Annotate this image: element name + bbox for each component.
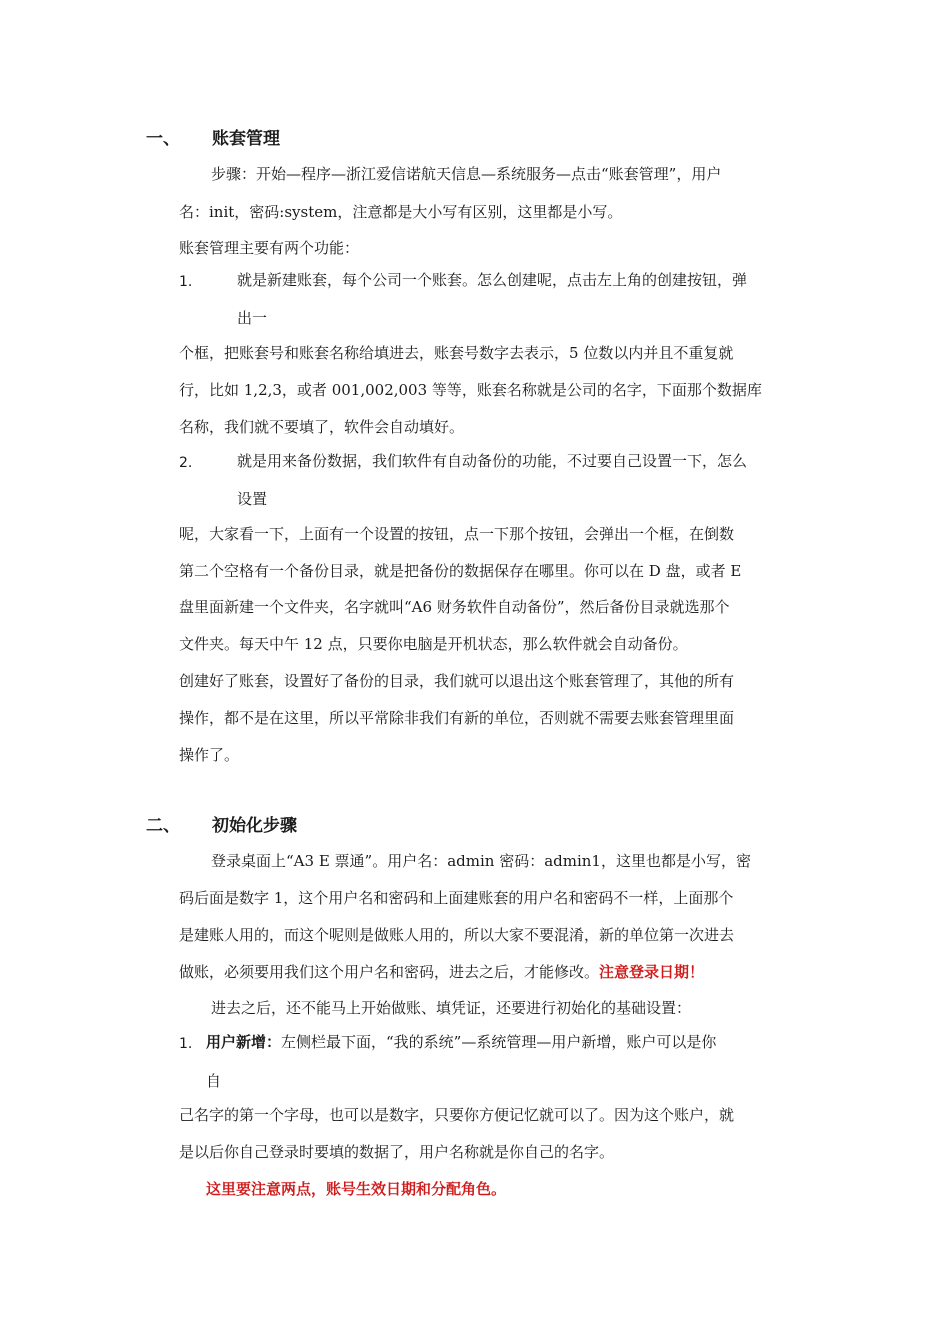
- section1-para3-line1: 创建好了账套，设置好了备份的目录，我们就可以退出这个账套管理了，其他的所有: [179, 672, 735, 690]
- section1-item2-line5: 盘里面新建一个文件夹，名字就叫“A6 财务软件自动备份”，然后备份目录就选那个: [179, 598, 730, 616]
- section1-para1-line2: 名：init，密码:system，注意都是大小写有区别，这里都是小写。: [179, 203, 623, 221]
- section1-item2-number: 2.: [179, 455, 193, 471]
- section1-item2-line3: 呢，大家看一下，上面有一个设置的按钮，点一下那个按钮，会弹出一个框，在倒数: [179, 525, 735, 543]
- section1-para1-line1: 步骤：开始—程序—浙江爱信诺航天信息—系统服务—点击“账套管理”，用户: [211, 165, 722, 183]
- section1-item1-line5: 名称，我们就不要填了，软件会自动填好。: [179, 418, 465, 436]
- section1-number: 一、: [146, 129, 180, 149]
- section2-heading: [146, 815, 297, 837]
- section2-item1-line1-text: 左侧栏最下面，“我的系统”—系统管理—用户新增，账户可以是你: [281, 1033, 717, 1051]
- section2-para2: 进去之后，还不能马上开始做账、填凭证，还要进行初始化的基础设置：: [211, 999, 692, 1017]
- section2-para1-line1: 登录桌面上“A3 E 票通”。用户名：admin 密码：admin1，这里也都是小写，密: [211, 852, 751, 870]
- section1-item2-line4: 第二个空格有一个备份目录，就是把备份的数据保存在哪里。你可以在 D 盘，或者 E: [179, 562, 742, 580]
- section2-number: 二、: [146, 816, 180, 836]
- section2-para1-line4: [179, 962, 809, 982]
- section2-para1-line4-text: 做账，必须要用我们这个用户名和密码，进去之后，才能修改。: [179, 963, 600, 981]
- section1-para2: 账套管理主要有两个功能：: [179, 239, 360, 257]
- section2-item1-line4: 是以后你自己登录时要填的数据了，用户名称就是你自己的名字。: [179, 1143, 615, 1161]
- section1-item1-number: 1.: [179, 274, 193, 290]
- section1-item2-line1: 就是用来备份数据，我们软件有自动备份的功能，不过要自己设置一下，怎么: [237, 452, 748, 470]
- section2-para1-line3: 是建账人用的，而这个呢则是做账人用的，所以大家不要混淆，新的单位第一次进去: [179, 926, 735, 944]
- user-add-label: 用户新增：: [206, 1033, 282, 1051]
- section2-item1-line2: 自: [206, 1072, 222, 1090]
- section1-item1-line2: 出一: [237, 309, 268, 327]
- login-date-warning: 注意登录日期！: [599, 963, 705, 981]
- section1-item2-line6: 文件夹。每天中午 12 点，只要你电脑是开机状态，那么软件就会自动备份。: [179, 635, 688, 653]
- section1-para3-line3: 操作了。: [179, 746, 240, 764]
- section1-item1-line1: 就是新建账套，每个公司一个账套。怎么创建呢，点击左上角的创建按钮，弹: [237, 271, 748, 289]
- section1-title: 账套管理: [212, 129, 280, 149]
- section2-title: 初始化步骤: [212, 816, 297, 836]
- section2-item1-number: 1.: [179, 1036, 193, 1052]
- section1-heading: [146, 128, 280, 150]
- section1-item2-line2: 设置: [237, 490, 268, 508]
- section1-para3-line2: 操作，都不是在这里，所以平常除非我们有新的单位，否则就不需要去账套管理里面: [179, 709, 735, 727]
- section2-item1-line3: 己名字的第一个字母，也可以是数字，只要你方便记忆就可以了。因为这个账户，就: [179, 1106, 735, 1124]
- section2-item1-line1: [206, 1032, 836, 1052]
- section1-item1-line4: 行，比如 1,2,3，或者 001,002,003 等等，账套名称就是公司的名字，下面那个数据库: [179, 381, 762, 399]
- section2-note: 这里要注意两点，账号生效日期和分配角色。: [206, 1180, 507, 1198]
- section2-para1-line2: 码后面是数字 1，这个用户名和密码和上面建账套的用户名和密码不一样，上面那个: [179, 889, 734, 907]
- section1-item1-line3: 个框，把账套号和账套名称给填进去，账套号数字去表示，5 位数以内并且不重复就: [179, 344, 734, 362]
